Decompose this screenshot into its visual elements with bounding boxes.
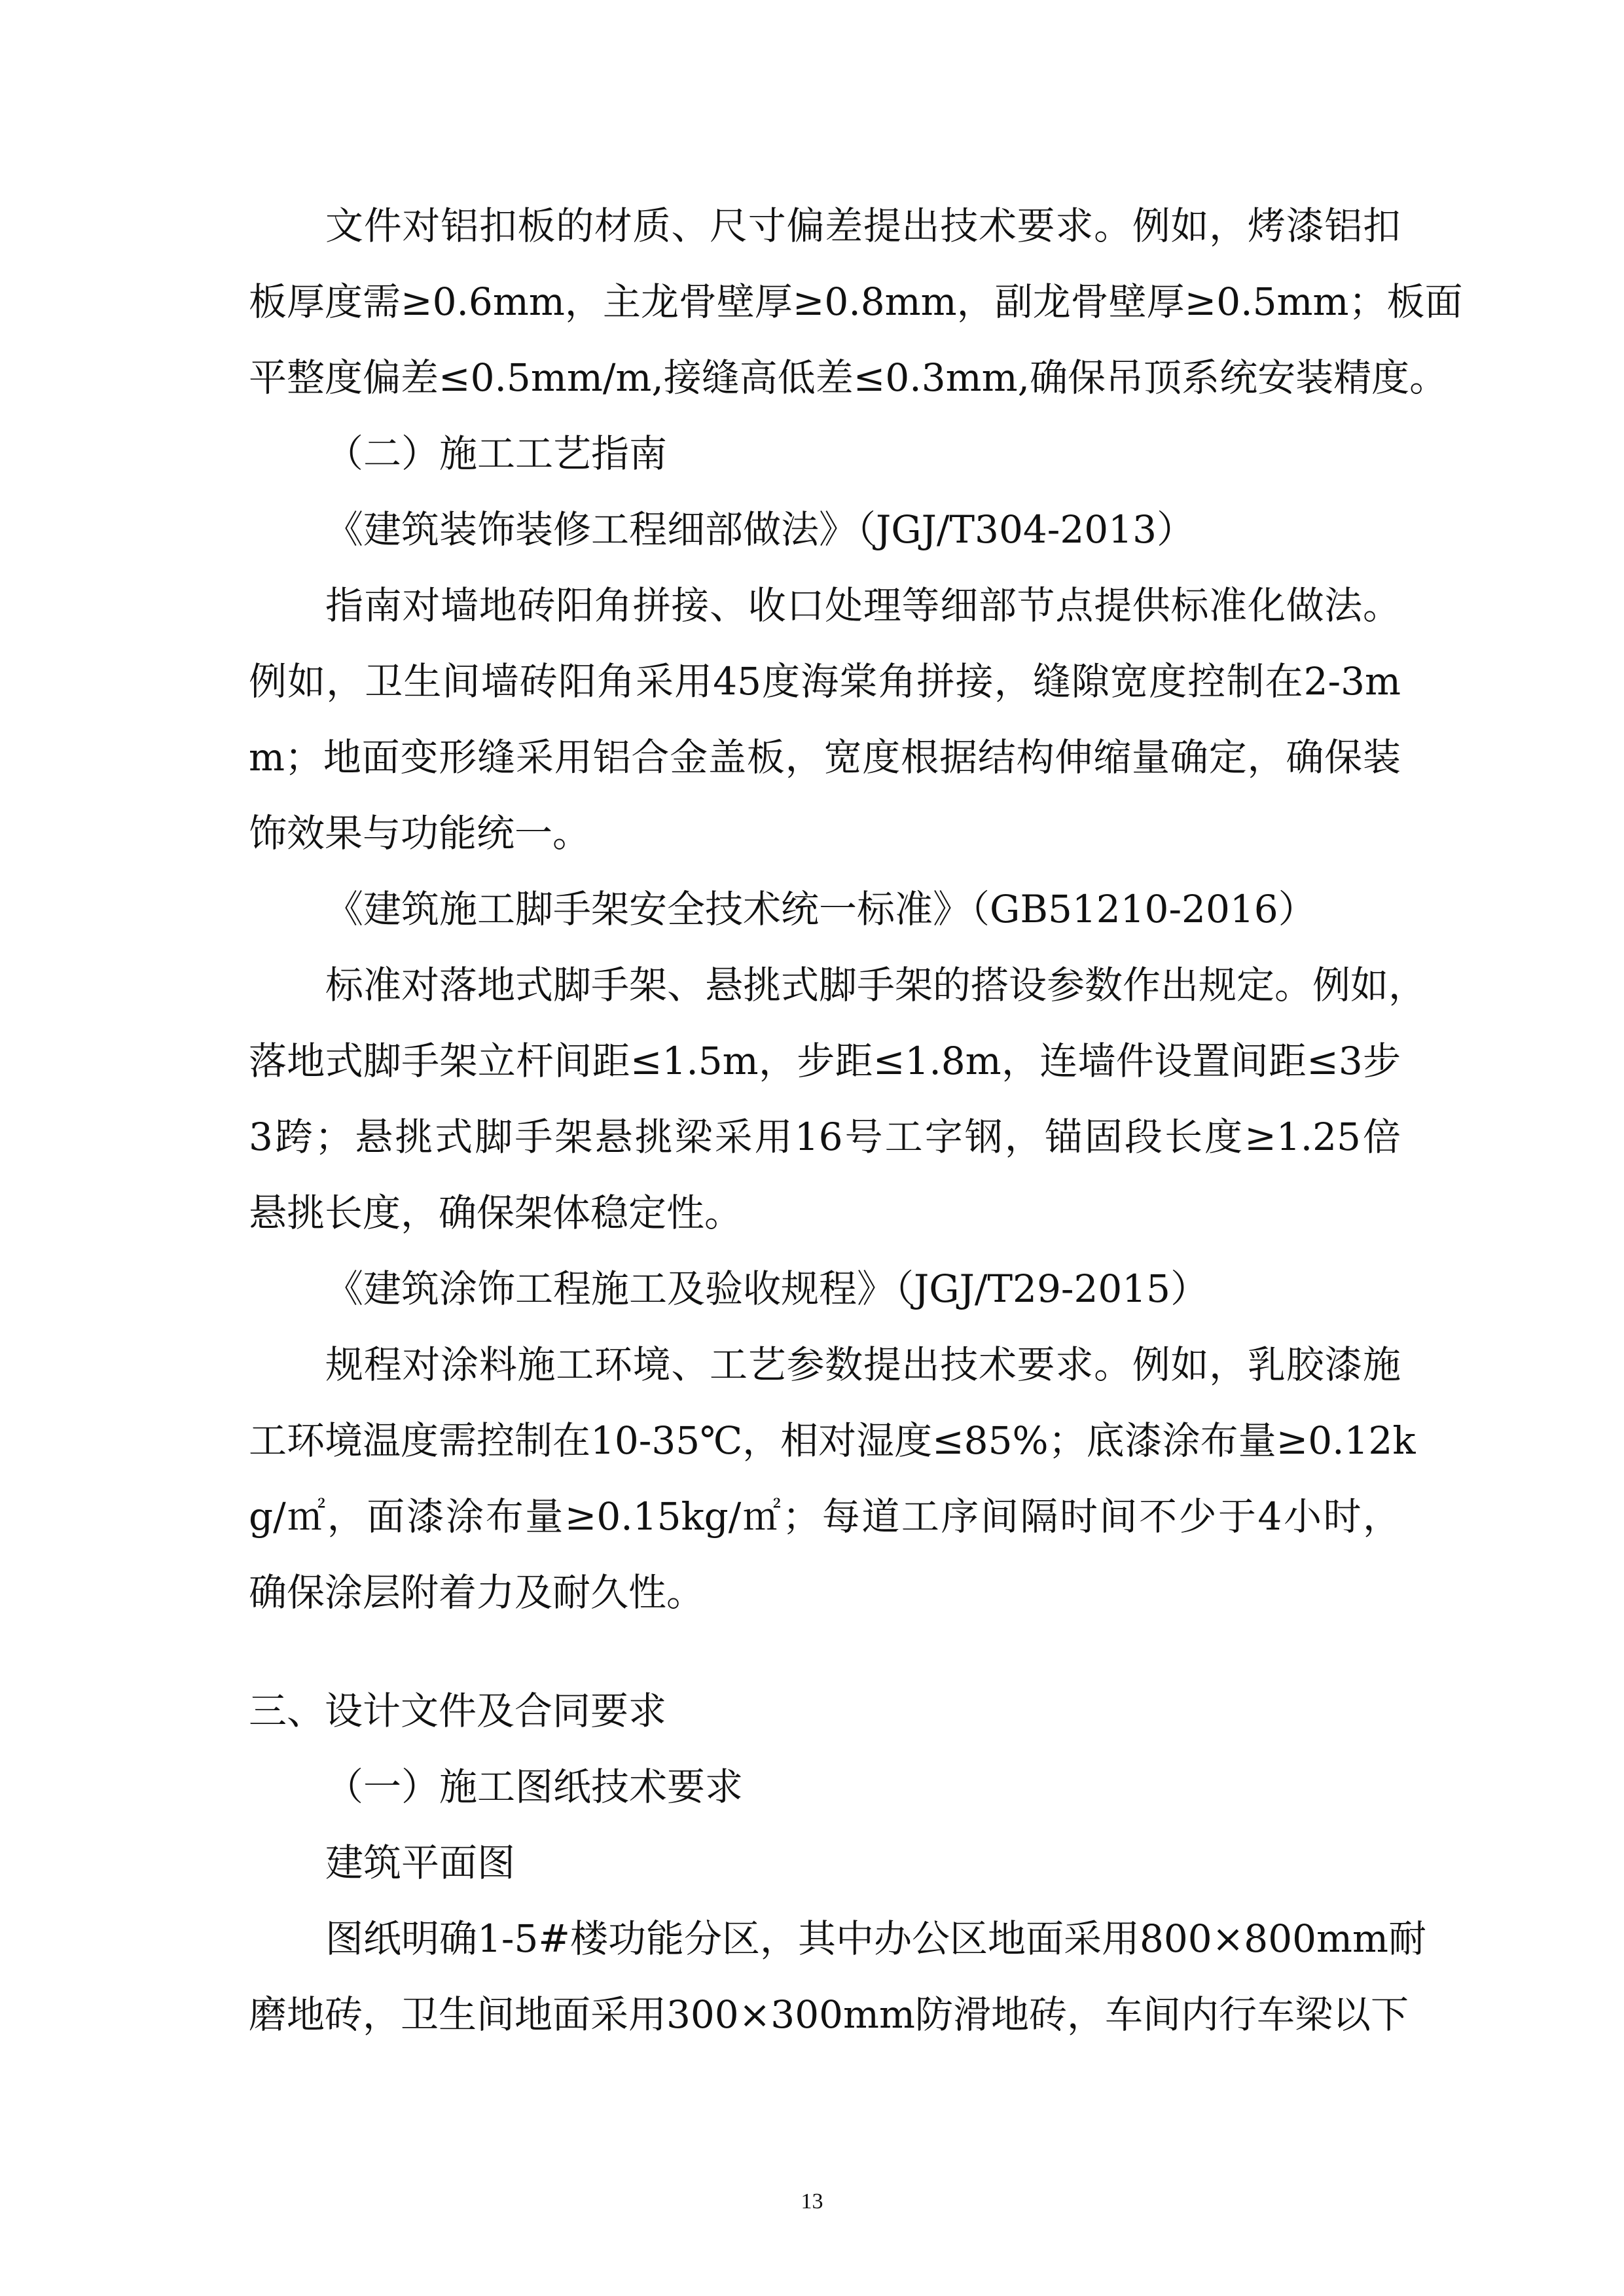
paragraph-line: g/㎡，面漆涂布量≥0.15kg/㎡；每道工序间隔时间不少于4小时， xyxy=(249,1494,1401,1539)
paragraph-line: 悬挑长度，确保架体稳定性。 xyxy=(249,1191,743,1235)
paragraph-line: 确保涂层附着力及耐久性。 xyxy=(249,1570,705,1615)
paragraph-line: 3跨；悬挑式脚手架悬挑梁采用16号工字钢，锚固段长度≥1.25倍 xyxy=(249,1115,1401,1159)
paragraph-line: 磨地砖，卫生间地面采用300×300mm防滑地砖，车间内行车梁以下 xyxy=(249,1992,1409,2037)
paragraph-line: 平整度偏差≤0.5mm/m,接缝高低差≤0.3mm,确保吊顶系统安装精度。 xyxy=(249,355,1448,400)
section-subheading: （一）施工图纸技术要求 xyxy=(325,1765,744,1809)
section-subheading: （二）施工工艺指南 xyxy=(325,431,668,476)
paragraph-line: 落地式脚手架立杆间距≤1.5m，步距≤1.8m，连墙件设置间距≤3步 xyxy=(249,1039,1401,1083)
page-number: 13 xyxy=(801,2189,823,2214)
standard-title: 《建筑装饰装修工程细部做法》（JGJ/T304-2013） xyxy=(325,507,1195,552)
subsection-title: 建筑平面图 xyxy=(325,1840,516,1885)
paragraph-line: 板厚度需≥0.6mm，主龙骨壁厚≥0.8mm，副龙骨壁厚≥0.5mm；板面 xyxy=(249,279,1463,324)
paragraph-line: 图纸明确1-5#楼功能分区，其中办公区地面采用800×800mm耐 xyxy=(325,1916,1427,1961)
paragraph-line: 工环境温度需控制在10-35℃，相对湿度≤85%；底漆涂布量≥0.12k xyxy=(249,1418,1416,1463)
standard-title: 《建筑涂饰工程施工及验收规程》（JGJ/T29-2015） xyxy=(325,1266,1209,1311)
standard-title: 《建筑施工脚手架安全技术统一标准》（GB51210-2016） xyxy=(325,887,1316,931)
paragraph-line: 规程对涂料施工环境、工艺参数提出技术要求。例如，乳胶漆施 xyxy=(325,1342,1401,1387)
paragraph-line: m；地面变形缝采用铝合金盖板，宽度根据结构伸缩量确定，确保装 xyxy=(249,735,1401,780)
paragraph-line: 指南对墙地砖阳角拼接、收口处理等细部节点提供标准化做法。 xyxy=(325,583,1401,628)
section-heading: 三、设计文件及合同要求 xyxy=(249,1689,667,1733)
paragraph-line: 文件对铝扣板的材质、尺寸偏差提出技术要求。例如，烤漆铝扣 xyxy=(325,204,1401,248)
paragraph-line: 标准对落地式脚手架、悬挑式脚手架的搭设参数作出规定。例如， xyxy=(325,963,1427,1007)
paragraph-line: 例如，卫生间墙砖阳角采用45度海棠角拼接，缝隙宽度控制在2-3m xyxy=(249,659,1401,704)
paragraph-line: 饰效果与功能统一。 xyxy=(249,811,591,855)
